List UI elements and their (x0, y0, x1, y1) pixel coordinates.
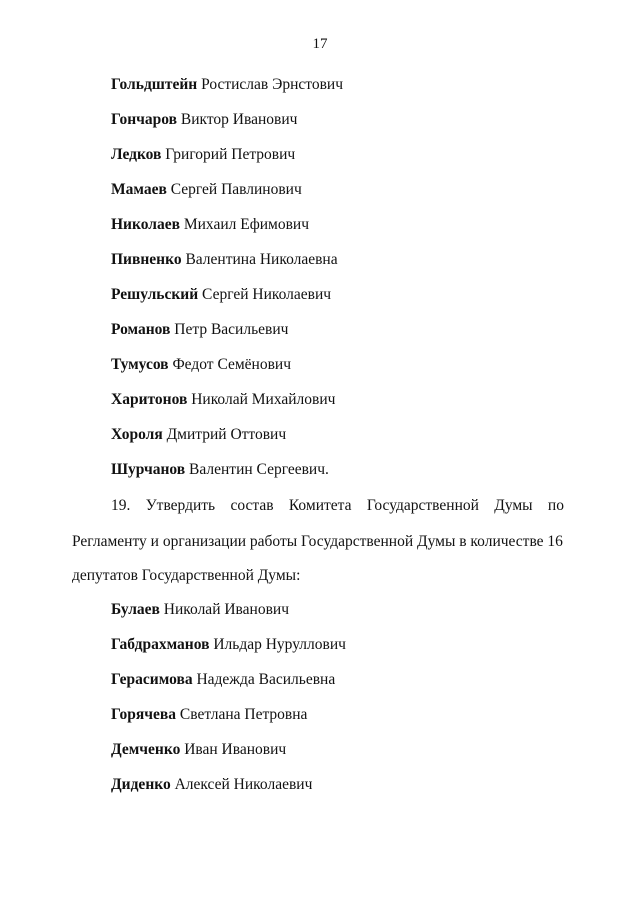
paragraph-word: Утвердить (145, 497, 216, 514)
member-given-name: Виктор Иванович (180, 111, 298, 128)
member-line (111, 461, 329, 479)
member-surname: Демченко (111, 741, 181, 758)
member-line (111, 321, 288, 339)
member-line (111, 146, 295, 164)
member-line (111, 426, 286, 444)
member-surname: Шурчанов (111, 461, 186, 478)
member-given-name: Ильдар Нуруллович (213, 636, 346, 653)
paragraph-word: состав (230, 497, 274, 514)
paragraph-line-3: депутатов Государственной Думы: (72, 567, 301, 584)
member-given-name: Иван Иванович (184, 741, 287, 758)
member-surname: Романов (111, 321, 171, 338)
member-surname: Николаев (111, 216, 180, 233)
member-given-name: Михаил Ефимович (183, 216, 310, 233)
paragraph-word: по (547, 497, 564, 514)
member-surname: Пивненко (111, 251, 182, 268)
member-surname: Тумусов (111, 356, 169, 373)
member-surname: Мамаев (111, 181, 167, 198)
member-given-name: Сергей Павлинович (170, 181, 302, 198)
member-surname: Ледков (111, 146, 162, 163)
member-given-name: Николай Михайлович (191, 391, 336, 408)
member-surname: Горячева (111, 706, 176, 723)
member-surname: Решульский (111, 286, 199, 303)
paragraph-word: Думы (494, 497, 533, 514)
paragraph-word: Комитета (288, 497, 352, 514)
member-line (111, 706, 307, 724)
member-line (111, 356, 291, 374)
member-line (111, 391, 335, 409)
member-given-name: Алексей Николаевич (174, 776, 313, 793)
member-given-name: Валентина Николаевна (185, 251, 338, 268)
member-given-name: Петр Васильевич (174, 321, 289, 338)
paragraph-word: 19. (111, 497, 131, 514)
paragraph-line-1 (111, 497, 564, 515)
member-given-name: Надежда Васильевна (196, 671, 336, 688)
member-surname: Булаев (111, 601, 160, 618)
member-surname: Хороля (111, 426, 163, 443)
member-surname: Гончаров (111, 111, 178, 128)
member-given-name: Дмитрий Оттович (166, 426, 287, 443)
member-given-name: Федот Семёнович (172, 356, 291, 373)
member-line (111, 741, 286, 759)
page-number: 17 (312, 36, 328, 52)
member-surname: Герасимова (111, 671, 193, 688)
member-given-name: Григорий Петрович (165, 146, 296, 163)
paragraph-line-2: Регламенту и организации работы Государственной Думы в количестве 16 (72, 533, 563, 550)
member-line (111, 636, 346, 654)
member-given-name: Светлана Петровна (179, 706, 308, 723)
member-given-name: Валентин Сергеевич. (189, 461, 329, 478)
member-line (111, 601, 289, 619)
member-line (111, 111, 297, 129)
member-surname: Диденко (111, 776, 171, 793)
member-line (111, 216, 309, 234)
member-surname: Гольдштейн (111, 76, 198, 93)
member-line (111, 776, 312, 794)
member-line (111, 76, 343, 94)
member-line (111, 251, 338, 269)
member-given-name: Сергей Николаевич (202, 286, 332, 303)
member-given-name: Ростислав Эрнстович (201, 76, 343, 93)
paragraph-word: Государственной (366, 497, 479, 514)
member-given-name: Николай Иванович (163, 601, 290, 618)
member-surname: Габдрахманов (111, 636, 210, 653)
member-line (111, 181, 302, 199)
member-surname: Харитонов (111, 391, 188, 408)
member-line (111, 671, 335, 689)
member-line (111, 286, 331, 304)
